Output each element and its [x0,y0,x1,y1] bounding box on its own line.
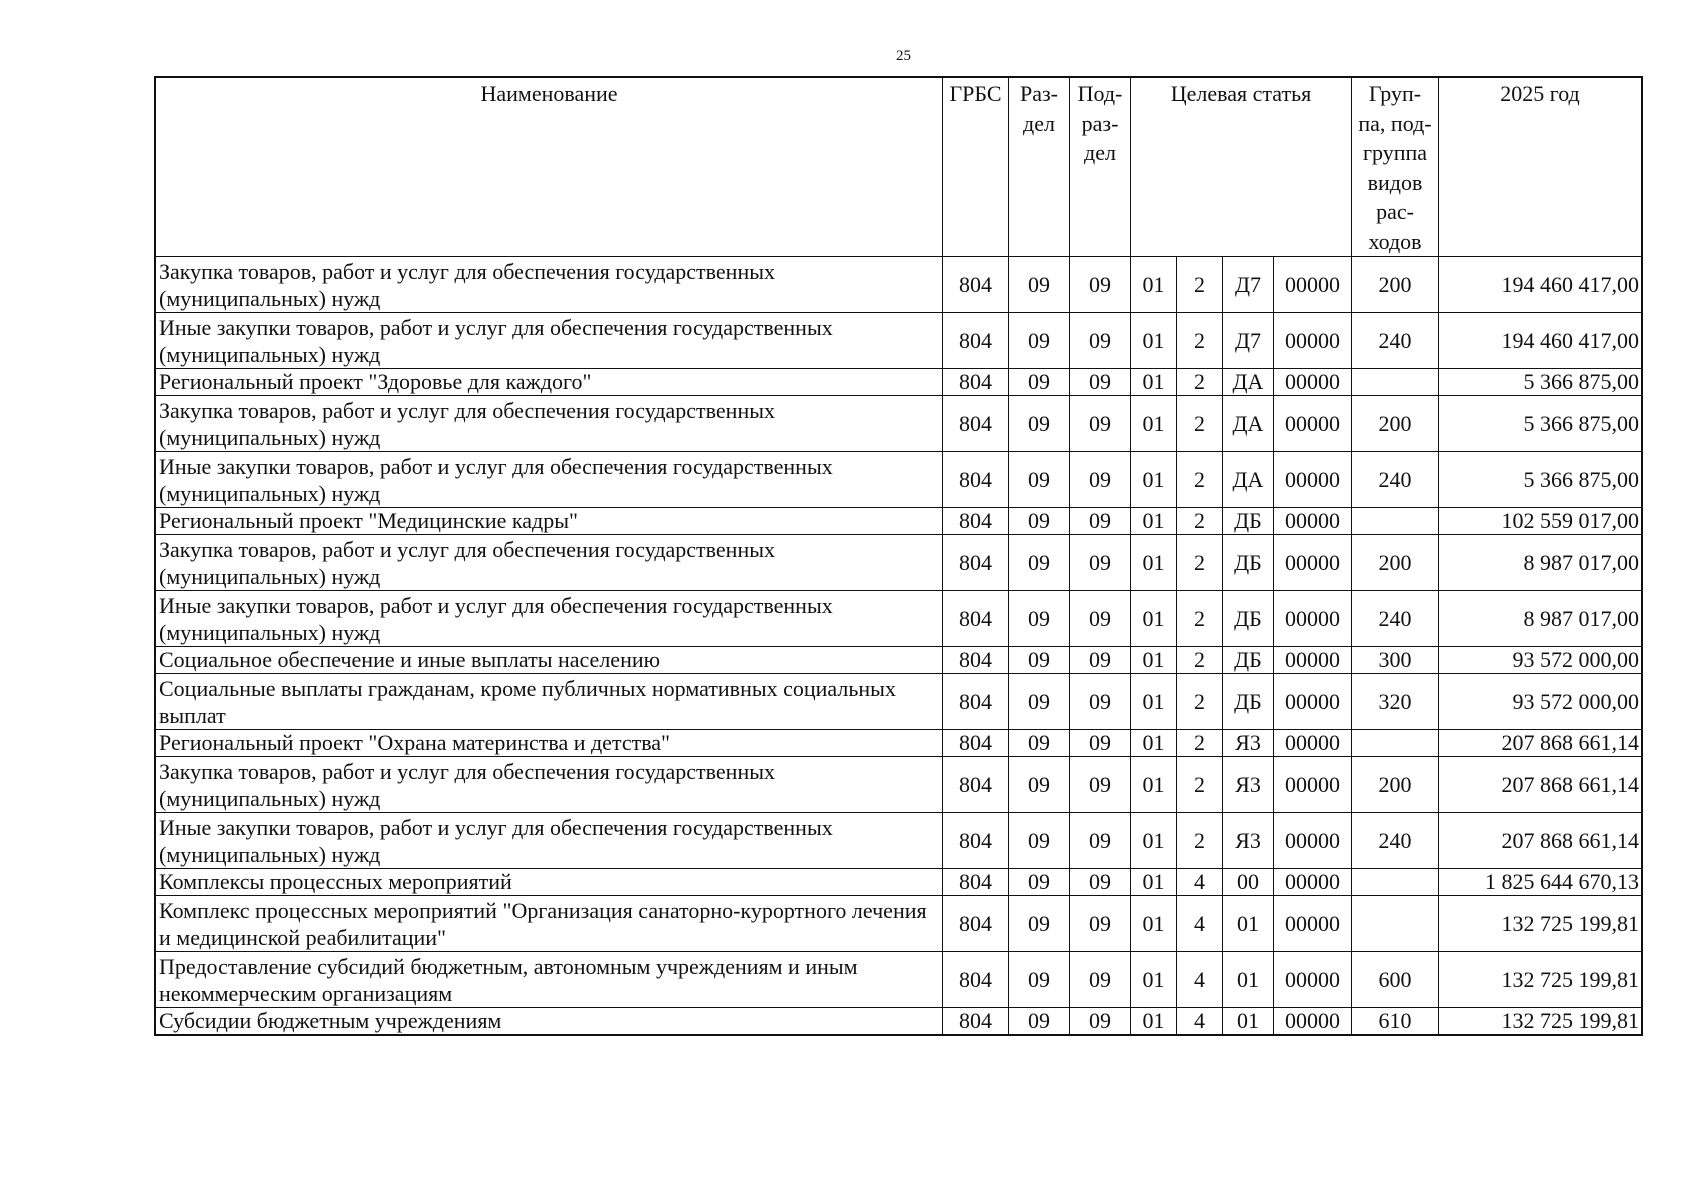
cell-podrazdel: 09 [1070,674,1131,730]
cell-podrazdel: 09 [1070,452,1131,508]
table-row [156,896,1642,952]
cell-name: Закупка товаров, работ и услуг для обеспечения государственных (муниципальных) нужд [156,535,943,591]
cell-target-3: ДБ [1223,647,1274,674]
cell-grbs: 804 [943,813,1009,869]
header-year-label: 2025 год [1500,81,1580,106]
cell-target-4: 00000 [1274,757,1352,813]
cell-target-3: Я3 [1223,813,1274,869]
cell-name: Иные закупки товаров, работ и услуг для обеспечения государственных (муниципальных) нужд [156,591,943,647]
table-row [156,869,1642,896]
cell-grbs: 804 [943,369,1009,396]
cell-amount: 194 460 417,00 [1439,313,1642,369]
cell-expense-group: 600 [1352,952,1439,1008]
cell-expense-group: 610 [1352,1008,1439,1035]
cell-target-3: Я3 [1223,757,1274,813]
cell-razdel: 09 [1009,396,1070,452]
cell-target-4: 00000 [1274,535,1352,591]
cell-grbs: 804 [943,591,1009,647]
cell-name: Субсидии бюджетным учреждениям [156,1008,943,1035]
cell-expense-group [1352,896,1439,952]
cell-target-2: 4 [1177,896,1223,952]
cell-target-2: 4 [1177,1008,1223,1035]
header-vr-label: Груп- па, под- группа видов рас- ходов [1358,81,1432,254]
cell-expense-group: 240 [1352,591,1439,647]
cell-name: Иные закупки товаров, работ и услуг для обеспечения государственных (муниципальных) нужд [156,452,943,508]
cell-podrazdel: 09 [1070,369,1131,396]
cell-target-2: 2 [1177,313,1223,369]
cell-target-1: 01 [1131,869,1177,896]
cell-podrazdel: 09 [1070,952,1131,1008]
table-row [156,369,1642,396]
cell-podrazdel: 09 [1070,257,1131,313]
cell-amount: 8 987 017,00 [1439,535,1642,591]
header-razdel [1009,78,1070,257]
cell-target-3: 01 [1223,1008,1274,1035]
cell-target-3: 01 [1223,896,1274,952]
cell-razdel: 09 [1009,952,1070,1008]
cell-target-3: Я3 [1223,730,1274,757]
cell-razdel: 09 [1009,535,1070,591]
cell-target-4: 00000 [1274,647,1352,674]
cell-grbs: 804 [943,1008,1009,1035]
cell-expense-group: 200 [1352,396,1439,452]
cell-target-1: 01 [1131,757,1177,813]
cell-razdel: 09 [1009,647,1070,674]
cell-name: Региональный проект "Здоровье для каждого" [156,369,943,396]
header-razdel-label: Раз- дел [1019,81,1059,136]
cell-target-2: 2 [1177,535,1223,591]
cell-podrazdel: 09 [1070,591,1131,647]
cell-target-1: 01 [1131,452,1177,508]
cell-name: Социальное обеспечение и иные выплаты населению [156,647,943,674]
header-vr [1352,78,1439,257]
cell-target-1: 01 [1131,257,1177,313]
cell-podrazdel: 09 [1070,813,1131,869]
cell-amount: 1 825 644 670,13 [1439,869,1642,896]
cell-target-3: 01 [1223,952,1274,1008]
cell-razdel: 09 [1009,452,1070,508]
cell-grbs: 804 [943,647,1009,674]
table-row [156,535,1642,591]
cell-expense-group: 200 [1352,257,1439,313]
cell-target-4: 00000 [1274,674,1352,730]
cell-target-1: 01 [1131,647,1177,674]
header-year [1439,78,1642,257]
cell-name: Закупка товаров, работ и услуг для обеспечения государственных (муниципальных) нужд [156,257,943,313]
cell-razdel: 09 [1009,869,1070,896]
cell-razdel: 09 [1009,313,1070,369]
cell-target-2: 2 [1177,647,1223,674]
cell-name: Региональный проект "Охрана материнства и детства" [156,730,943,757]
cell-grbs: 804 [943,313,1009,369]
cell-target-1: 01 [1131,313,1177,369]
cell-amount: 207 868 661,14 [1439,730,1642,757]
header-target [1131,78,1352,257]
cell-amount: 93 572 000,00 [1439,647,1642,674]
table-row [156,1008,1642,1035]
cell-target-4: 00000 [1274,591,1352,647]
cell-name: Комплексы процессных мероприятий [156,869,943,896]
cell-target-3: ДБ [1223,535,1274,591]
header-name-label: Наименование [480,81,618,106]
cell-target-4: 00000 [1274,452,1352,508]
cell-podrazdel: 09 [1070,508,1131,535]
cell-expense-group: 240 [1352,313,1439,369]
table-row [156,313,1642,369]
cell-grbs: 804 [943,952,1009,1008]
cell-amount: 5 366 875,00 [1439,396,1642,452]
cell-target-1: 01 [1131,396,1177,452]
cell-target-4: 00000 [1274,1008,1352,1035]
cell-podrazdel: 09 [1070,647,1131,674]
cell-target-4: 00000 [1274,396,1352,452]
cell-target-4: 00000 [1274,896,1352,952]
cell-razdel: 09 [1009,1008,1070,1035]
cell-razdel: 09 [1009,508,1070,535]
cell-razdel: 09 [1009,730,1070,757]
cell-target-1: 01 [1131,535,1177,591]
cell-razdel: 09 [1009,757,1070,813]
cell-razdel: 09 [1009,674,1070,730]
cell-name: Иные закупки товаров, работ и услуг для обеспечения государственных (муниципальных) нужд [156,813,943,869]
cell-target-4: 00000 [1274,369,1352,396]
cell-razdel: 09 [1009,257,1070,313]
cell-target-2: 2 [1177,730,1223,757]
header-podrazdel-label: Под- раз- дел [1077,81,1123,165]
table-row [156,396,1642,452]
cell-target-4: 00000 [1274,869,1352,896]
cell-razdel: 09 [1009,369,1070,396]
cell-expense-group: 240 [1352,452,1439,508]
cell-grbs: 804 [943,452,1009,508]
cell-grbs: 804 [943,896,1009,952]
cell-expense-group: 200 [1352,757,1439,813]
cell-grbs: 804 [943,508,1009,535]
table-row [156,647,1642,674]
cell-podrazdel: 09 [1070,396,1131,452]
page-number: 25 [896,48,911,64]
cell-podrazdel: 09 [1070,535,1131,591]
cell-amount: 8 987 017,00 [1439,591,1642,647]
table-row [156,813,1642,869]
table-row [156,730,1642,757]
cell-expense-group: 240 [1352,813,1439,869]
cell-target-2: 2 [1177,674,1223,730]
cell-podrazdel: 09 [1070,313,1131,369]
cell-target-3: ДА [1223,452,1274,508]
cell-expense-group [1352,730,1439,757]
cell-grbs: 804 [943,730,1009,757]
cell-amount: 207 868 661,14 [1439,813,1642,869]
cell-name: Иные закупки товаров, работ и услуг для обеспечения государственных (муниципальных) нужд [156,313,943,369]
cell-expense-group: 320 [1352,674,1439,730]
cell-target-3: ДА [1223,396,1274,452]
cell-grbs: 804 [943,535,1009,591]
cell-target-4: 00000 [1274,952,1352,1008]
cell-expense-group: 200 [1352,535,1439,591]
table-body [156,257,1642,1035]
cell-grbs: 804 [943,757,1009,813]
cell-grbs: 804 [943,257,1009,313]
cell-target-1: 01 [1131,1008,1177,1035]
cell-name: Предоставление субсидий бюджетным, автономным учреждениям и иным некоммерческим организациям [156,952,943,1008]
cell-podrazdel: 09 [1070,1008,1131,1035]
cell-target-3: ДБ [1223,674,1274,730]
cell-amount: 93 572 000,00 [1439,674,1642,730]
cell-target-1: 01 [1131,369,1177,396]
cell-name: Социальные выплаты гражданам, кроме публичных нормативных социальных выплат [156,674,943,730]
cell-target-2: 2 [1177,396,1223,452]
header-grbs-label: ГРБС [949,81,1002,106]
cell-target-1: 01 [1131,591,1177,647]
table-row [156,952,1642,1008]
cell-expense-group: 300 [1352,647,1439,674]
table-row [156,674,1642,730]
budget-table [155,77,1642,1035]
cell-expense-group [1352,508,1439,535]
cell-target-4: 00000 [1274,730,1352,757]
cell-target-2: 2 [1177,757,1223,813]
cell-razdel: 09 [1009,591,1070,647]
cell-amount: 207 868 661,14 [1439,757,1642,813]
cell-podrazdel: 09 [1070,730,1131,757]
cell-name: Региональный проект "Медицинские кадры" [156,508,943,535]
cell-target-3: Д7 [1223,257,1274,313]
cell-amount: 132 725 199,81 [1439,1008,1642,1035]
cell-grbs: 804 [943,396,1009,452]
cell-target-1: 01 [1131,952,1177,1008]
cell-grbs: 804 [943,674,1009,730]
cell-amount: 5 366 875,00 [1439,452,1642,508]
cell-target-1: 01 [1131,730,1177,757]
cell-target-3: ДБ [1223,508,1274,535]
cell-target-1: 01 [1131,508,1177,535]
cell-target-2: 2 [1177,591,1223,647]
header-grbs [943,78,1009,257]
table-header [156,78,1642,257]
cell-name: Комплекс процессных мероприятий "Организация санаторно-курортного лечения и медицинской реабилитации" [156,896,943,952]
cell-target-2: 4 [1177,952,1223,1008]
cell-target-2: 4 [1177,869,1223,896]
cell-name: Закупка товаров, работ и услуг для обеспечения государственных (муниципальных) нужд [156,396,943,452]
cell-expense-group [1352,869,1439,896]
cell-target-4: 00000 [1274,813,1352,869]
cell-target-2: 2 [1177,508,1223,535]
cell-podrazdel: 09 [1070,896,1131,952]
cell-target-4: 00000 [1274,508,1352,535]
cell-podrazdel: 09 [1070,757,1131,813]
cell-target-4: 00000 [1274,257,1352,313]
header-target-label: Целевая статья [1170,81,1312,106]
cell-target-2: 2 [1177,813,1223,869]
header-name [156,78,943,257]
header-podrazdel [1070,78,1131,257]
cell-podrazdel: 09 [1070,869,1131,896]
table-row [156,452,1642,508]
cell-grbs: 804 [943,869,1009,896]
cell-target-2: 2 [1177,452,1223,508]
cell-target-3: ДА [1223,369,1274,396]
cell-target-1: 01 [1131,813,1177,869]
cell-amount: 102 559 017,00 [1439,508,1642,535]
cell-target-1: 01 [1131,674,1177,730]
cell-target-2: 2 [1177,369,1223,396]
cell-expense-group [1352,369,1439,396]
cell-target-1: 01 [1131,896,1177,952]
cell-razdel: 09 [1009,813,1070,869]
cell-target-3: ДБ [1223,591,1274,647]
table-row [156,757,1642,813]
cell-amount: 132 725 199,81 [1439,896,1642,952]
table-row [156,591,1642,647]
cell-target-3: 00 [1223,869,1274,896]
cell-target-2: 2 [1177,257,1223,313]
cell-amount: 194 460 417,00 [1439,257,1642,313]
cell-razdel: 09 [1009,896,1070,952]
cell-amount: 5 366 875,00 [1439,369,1642,396]
cell-name: Закупка товаров, работ и услуг для обеспечения государственных (муниципальных) нужд [156,757,943,813]
cell-amount: 132 725 199,81 [1439,952,1642,1008]
cell-target-4: 00000 [1274,313,1352,369]
table-row [156,257,1642,313]
table-row [156,508,1642,535]
cell-target-3: Д7 [1223,313,1274,369]
